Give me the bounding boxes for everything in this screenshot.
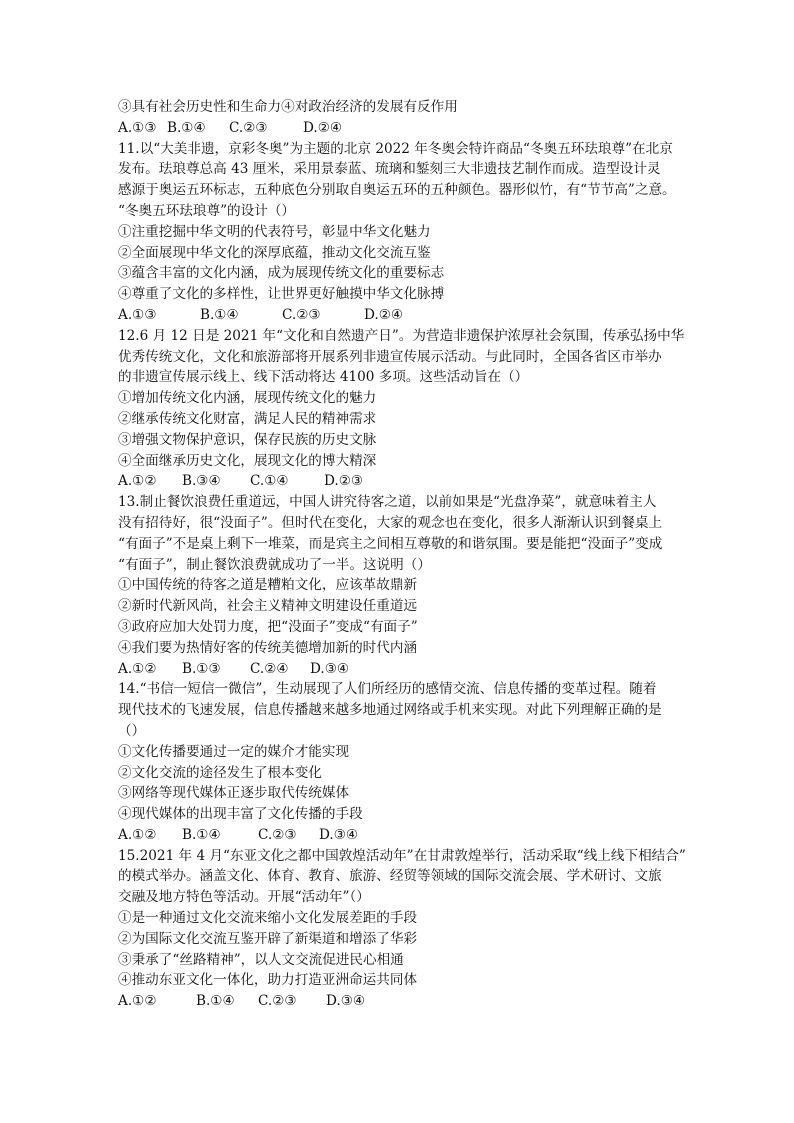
option-d[interactable]: D.③④ [326, 993, 366, 1010]
answer-item: ②为国际文化交流互鉴开辟了新渠道和增添了华彩 [118, 930, 418, 947]
question-stem-line: 现代技术的飞速发展，信息传播越来越多地通过网络或手机来实现。对此下列理解正确的是 [118, 702, 662, 719]
question-stem-line: 交融及地方特色等活动。开展“活动年”（） [118, 889, 370, 906]
answer-item: ①文化传播要通过一定的媒介才能实现 [118, 743, 350, 760]
question-stem-line: 发布。珐琅尊总高 43 厘米，采用景泰蓝、琉璃和錾刻三大非遗技艺制作而成。造型设计灵 [118, 161, 661, 178]
question-stem-line: “有面子”不是桌上剩下一堆菜，而是宾主之间相互尊敬的和谐氛围。要是能把“没面子”变成 [118, 535, 663, 552]
option-b[interactable]: B.①④ [182, 826, 221, 843]
answer-item: ③增强文物保护意识，保存民族的历史文脉 [118, 431, 377, 448]
answer-item: ③蕴含丰富的文化内涵，成为展现传统文化的重要标志 [118, 265, 445, 282]
answer-item: ②新时代新风尚，社会主义精神文明建设任重道远 [118, 598, 418, 615]
exam-page [118, 97, 688, 1012]
answer-options [118, 471, 688, 492]
answer-item: ③政府应加大处罚力度，把“没面子”变成“有面子” [118, 618, 418, 635]
question-stem-line: 14.“书信一短信一微信”，生动展现了人们所经历的感情交流、信息传播的变革过程。随着 [118, 681, 657, 698]
question-stem-line: 12.6 月 12 日是 2021 年“文化和自然遗产日”。为营造非遗保护浓厚社会氛围，传承弘扬中华 [118, 327, 685, 344]
option-a[interactable]: A.①② [118, 660, 157, 677]
answer-item: ①中国传统的待客之道是糟粕文化，应该革故鼎新 [118, 577, 418, 594]
option-b[interactable]: B.①④ [200, 306, 239, 323]
answer-item: ②继承传统文化财富，满足人民的精神需求 [118, 410, 377, 427]
option-b[interactable]: B.①④ [167, 119, 206, 136]
answer-item: ③网络等现代媒体正逐步取代传统媒体 [118, 785, 350, 802]
answer-item: ④我们要为热情好客的传统美德增加新的时代内涵 [118, 639, 418, 656]
option-c[interactable]: C.②③ [229, 119, 268, 136]
answer-options [118, 118, 688, 139]
answer-item: ④现代媒体的出现丰富了文化传播的手段 [118, 806, 363, 823]
option-a[interactable]: A.①② [118, 993, 157, 1010]
question-10-tail [118, 97, 688, 139]
option-b[interactable]: B.①③ [182, 660, 221, 677]
question-12 [118, 326, 688, 492]
option-c[interactable]: C.②④ [250, 660, 289, 677]
answer-item: ①注重挖掘中华文明的代表符号，彰显中华文化魅力 [118, 223, 431, 240]
option-c[interactable]: C.②③ [282, 306, 321, 323]
question-11 [118, 139, 688, 326]
option-b[interactable]: B.③④ [182, 473, 221, 490]
answer-options [118, 825, 688, 846]
question-stem-line: 的非遗宣传展示线上、线下活动将达 4100 多项。这些活动旨在（） [118, 369, 529, 386]
answer-item: ④推动东亚文化一体化，助力打造亚洲命运共同体 [118, 972, 418, 989]
option-d[interactable]: D.②④ [303, 119, 343, 136]
option-d[interactable]: D.③④ [319, 826, 359, 843]
question-stem-line: 没有招待好，很“没面子”。但时代在变化，大家的观念也在变化，很多人渐渐认识到餐桌上 [118, 514, 663, 531]
option-a[interactable]: A.①② [118, 826, 157, 843]
question-15 [118, 846, 688, 1012]
answer-item: ③秉承了“丝路精神”，以人文交流促进民心相通 [118, 951, 404, 968]
answer-options [118, 305, 688, 326]
question-stem-line: “有面子”，制止餐饮浪费就成功了一半。这说明（） [118, 556, 431, 573]
answer-options [118, 659, 688, 680]
option-d[interactable]: D.②④ [364, 306, 404, 323]
answer-item: ①增加传统文化内涵，展现传统文化的魅力 [118, 390, 377, 407]
answer-options [118, 991, 688, 1012]
option-a[interactable]: A.①③ [118, 119, 157, 136]
question-stem-line: 感源于奥运五环标志，五种底色分别取自奥运五环的五种颜色。器形似竹，有“节节高”之意。 [118, 182, 676, 199]
question-stem-line: “冬奥五环珐琅尊”的设计（） [118, 202, 296, 219]
option-b[interactable]: B.①④ [196, 993, 235, 1010]
question-stem-line: 11.以“大美非遗，京彩冬奥”为主题的北京 2022 年冬奥会特许商品“冬奥五环珐琅尊”在北京 [118, 140, 673, 157]
question-stem-line: 优秀传统文化，文化和旅游部将开展系列非遗宣传展示活动。与此同时，全国各省区市举办 [118, 348, 662, 365]
question-stem-line: 15.2021 年 4 月“东亚文化之都中国敦煌活动年”在甘肃敦煌举行，活动采取“线上线下相结合” [118, 847, 686, 864]
option-d[interactable]: D.②③ [324, 473, 364, 490]
answer-item: ③具有社会历史性和生命力④对政治经济的发展有反作用 [118, 99, 458, 115]
option-a[interactable]: A.①③ [118, 306, 157, 323]
option-c[interactable]: C.②③ [258, 826, 297, 843]
question-14 [118, 679, 688, 845]
question-stem-line: 13.制止餐饮浪费任重道远，中国人讲究待客之道，以前如果是“光盘净菜”，就意味着主人 [118, 494, 657, 511]
answer-item: ②全面展现中华文化的深厚底蕴，推动文化交流互鉴 [118, 244, 431, 261]
answer-item: ④尊重了文化的多样性，让世界更好触摸中华文化脉搏 [118, 286, 445, 303]
question-stem-line: （） [118, 722, 146, 739]
answer-item: ④全面继承历史文化，展现文化的博大精深 [118, 452, 377, 469]
question-stem-line: 的模式举办。涵盖文化、体育、教育、旅游、经贸等领域的国际交流会展、学术研讨、文旅 [118, 868, 662, 885]
answer-item: ②文化交流的途径发生了根本变化 [118, 764, 322, 781]
question-13 [118, 492, 688, 679]
option-d[interactable]: D.③④ [310, 660, 350, 677]
answer-item: ①是一种通过文化交流来缩小文化发展差距的手段 [118, 910, 418, 927]
option-c[interactable]: C.①④ [250, 473, 289, 490]
option-c[interactable]: C.②③ [258, 993, 297, 1010]
option-a[interactable]: A.①② [118, 473, 157, 490]
